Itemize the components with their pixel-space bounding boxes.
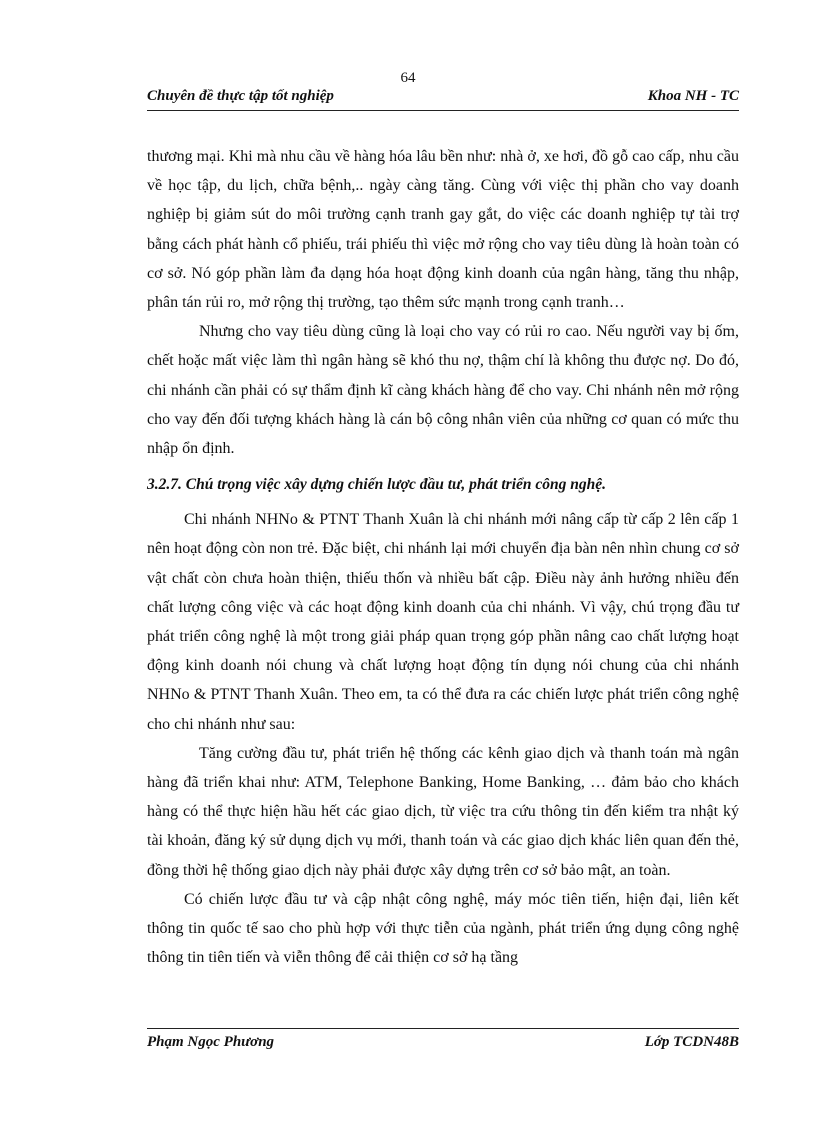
page-footer bbox=[147, 1028, 739, 1057]
section-paragraph-channels: Tăng cường đầu tư, phát triển hệ thống các kênh giao dịch và thanh toán mà ngân hàng đã triển khai như: ATM, Telephone Banking, Home Banking, … đảm bảo cho khách hàng có thể thực hiện hầu hết các giao dịch, từ việc tra cứu thông tin đến kiểm tra nhật ký tài khoản, đăng ký sử dụng dịch vụ mới, thanh toán và các giao dịch khác liên quan đến thẻ, đồng thời hệ thống giao dịch này phải được xây dựng trên cơ sở bảo mật, an toàn. bbox=[147, 744, 739, 879]
section-paragraph-strategy: Có chiến lược đầu tư và cập nhật công nghệ, máy móc tiên tiến, hiện đại, liên kết thông tin quốc tế sao cho phù hợp với thực tiễn của ngành, phát triển ứng dụng công nghệ thông tin tiên tiến và viễn thông để cải thiện cơ sở hạ tầng bbox=[147, 890, 739, 967]
footer-class: Lớp TCDN48B bbox=[644, 1034, 739, 1050]
header-department: Khoa NH - TC bbox=[647, 88, 739, 104]
header-document-title: Chuyên đề thực tập tốt nghiệp bbox=[147, 88, 334, 104]
section-heading: 3.2.7. Chú trọng việc xây dựng chiến lược đầu tư, phát triển công nghệ. bbox=[147, 476, 607, 494]
paragraph-continuation: thương mại. Khi mà nhu cầu về hàng hóa lâu bền như: nhà ở, xe hơi, đồ gỗ cao cấp, nhu cầu về học tập, du lịch, chữa bệnh,.. ngày càng tăng. Cùng với việc thị phần cho vay doanh nghiệp bị giảm sút do môi trường cạnh tranh gay gắt, do việc các doanh nghiệp tự tài trợ bằng cách phát hành cổ phiếu, trái phiếu thì việc mở rộng cho vay tiêu dùng là hoàn toàn có cơ sở. Nó góp phần làm đa dạng hóa hoạt động kinh doanh của ngân hàng, tăng thu nhập, phân tán rủi ro, mở rộng thị trường, tạo thêm sức mạnh trong cạnh tranh… bbox=[147, 148, 739, 312]
paragraph-consumer-loan-risk: Nhưng cho vay tiêu dùng cũng là loại cho vay có rủi ro cao. Nếu người vay bị ốm, chết hoặc mất việc làm thì ngân hàng sẽ khó thu nợ, thậm chí là không thu được nợ. Do đó, chi nhánh cần phải có sự thẩm định kĩ càng khách hàng để cho vay. Chi nhánh nên mở rộng cho vay đến đối tượng khách hàng là cán bộ công nhân viên của những cơ quan có mức thu nhập ổn định. bbox=[147, 323, 739, 458]
page-header bbox=[147, 88, 739, 111]
page-number: 64 bbox=[400, 70, 416, 86]
document-body bbox=[147, 142, 739, 972]
section-paragraph-intro: Chi nhánh NHNo & PTNT Thanh Xuân là chi nhánh mới nâng cấp từ cấp 2 lên cấp 1 nên hoạt động còn non trẻ. Đặc biệt, chi nhánh lại mới chuyển địa bàn nên nhìn chung cơ sở vật chất còn chưa hoàn thiện, thiếu thốn và nhiều bất cập. Điều này ảnh hưởng nhiều đến chất lượng công việc và các hoạt động kinh doanh của chi nhánh. Vì vậy, chú trọng đầu tư phát triển công nghệ là một trong giải pháp quan trọng góp phần nâng cao chất lượng hoạt động kinh doanh nói chung và chất lượng hoạt động tín dụng nói chung của chi nhánh NHNo & PTNT Thanh Xuân. Theo em, ta có thể đưa ra các chiến lược phát triển công nghệ cho chi nhánh như sau: bbox=[147, 511, 739, 733]
footer-author: Phạm Ngọc Phương bbox=[147, 1034, 275, 1050]
